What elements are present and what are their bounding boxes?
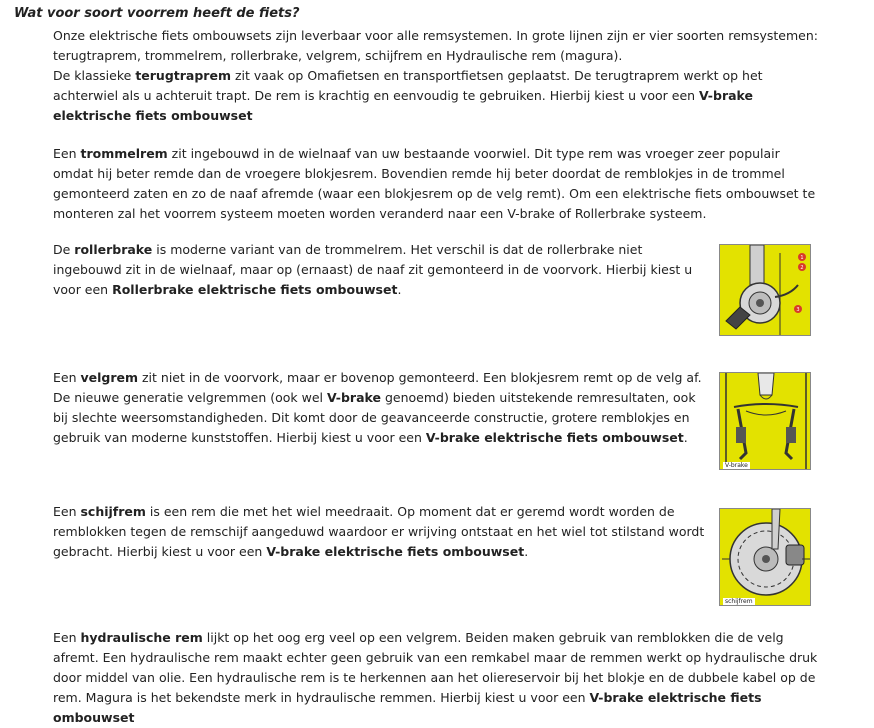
schijf-text: . xyxy=(524,544,529,559)
schijfrem-caption: schijfrem xyxy=(725,598,753,605)
schijfrem-image xyxy=(719,508,811,606)
velg-text: zit niet in de voorvork, maar er bovenop gemonteerd. Een blokjesrem remt op de velg af. De nieuwe generatie velgremmen (ook wel xyxy=(53,370,702,405)
vbrake-image xyxy=(719,372,811,470)
intro-paragraph xyxy=(53,26,819,126)
hydro-text: lijkt op het oog erg veel op een velgrem. Beiden maken gebruik van remblokken die de velg afremt. Een hydraulische rem maakt echter geen gebruik van een remkabel maar de remmen werkt op hydraulische druk door middel van olie. Een hydraulische rem is te herkennen aan het oliereservoir bij het blokje en de dubbele kabel op de rem. Magura is het bekendste merk in hydraulische remmen. Hierbij kiest u voor een xyxy=(53,630,818,705)
trommelrem-paragraph xyxy=(53,144,819,224)
trommel-text: Een xyxy=(53,146,81,161)
vbrake-caption: V-brake xyxy=(725,462,748,469)
intro-line1: Onze elektrische fiets ombouwsets zijn leverbaar voor alle remsystemen. In grote lijnen zijn er vier soorten remsystemen: xyxy=(53,28,818,43)
marker-label-2: 2 xyxy=(800,265,804,271)
vbrake-illustration xyxy=(720,373,811,470)
schijf-text: is een rem die met het wiel meedraait. Op moment dat er geremd wordt worden de remblokken tegen de remschijf aangeduwd waardoor er wrijving ontstaat en het wiel tot stilstand wordt gebracht. Hierbij kiest u voor een xyxy=(53,504,705,559)
term-vbrake: V-brake xyxy=(327,390,381,405)
velgrem-paragraph xyxy=(53,368,713,448)
marker-label-1: 1 xyxy=(800,255,804,261)
velg-text: genoemd) bieden uitstekende remresultaten, ook bij slechte weersomstandigheden. Dit komt door de geavanceerde constructie, grotere remblokjes en gebruik van moderne kunststoffen. Hierbij kiest u voor een xyxy=(53,390,696,445)
link-vbrake-ombouwset[interactable]: V-brake elektrische fiets ombouwset xyxy=(425,430,684,445)
link-rollerbrake-ombouwset[interactable]: Rollerbrake elektrische fiets ombouwset xyxy=(112,282,398,297)
marker-label-3: 3 xyxy=(796,307,800,313)
term-terugtraprem: terugtraprem xyxy=(135,68,231,83)
schijf-text: Een xyxy=(53,504,81,519)
rollerbrake-image xyxy=(719,244,811,336)
hydro-text: Een xyxy=(53,630,81,645)
velg-text: Een xyxy=(53,370,81,385)
roller-text: . xyxy=(397,282,402,297)
velg-text: . xyxy=(683,430,688,445)
section-heading: Wat voor soort voorrem heeft de fiets? xyxy=(14,6,300,21)
term-rollerbrake: rollerbrake xyxy=(74,242,153,257)
intro-text: De klassieke xyxy=(53,68,136,83)
schijfrem-paragraph xyxy=(53,502,713,562)
trommel-text: zit ingebouwd in de wielnaaf van uw bestaande voorwiel. Dit type rem was vroeger zeer populair omdat hij beter remde dan de vroegere blokjesrem. Bovendien remde hij beter doordat de remblokjes in de trommel gemonteerd zaten en zo de naaf afremde (waar een blokjesrem op de velg remt). Om een elektrische fiets ombouwset te monteren zal het voorrem systeem moeten worden veranderd naar een V-brake of Rollerbrake systeem. xyxy=(53,146,816,221)
roller-text: is moderne variant van de trommelrem. Het verschil is dat de rollerbrake niet ingebouwd zit in de wielnaaf, maar op (ernaast) de naaf zit gemonteerd in de voorvork. Hierbij kiest u voor een xyxy=(53,242,693,297)
link-vbrake-ombouwset[interactable]: V-brake elektrische fiets ombouwset xyxy=(53,88,754,123)
intro-text: zit vaak op Omafietsen en transportfietsen geplaatst. De terugtraprem werkt op het achterwiel als u achteruit trapt. De rem is krachtig en eenvoudig te gebruiken. Hierbij kiest u voor een xyxy=(53,68,763,103)
term-schijfrem: schijfrem xyxy=(80,504,146,519)
intro-line2: terugtraprem, trommelrem, rollerbrake, velgrem, schijfrem en Hydraulische rem (magura). xyxy=(53,48,623,63)
term-hydraulische-rem: hydraulische rem xyxy=(80,630,203,645)
term-trommelrem: trommelrem xyxy=(80,146,168,161)
link-vbrake-ombouwset[interactable]: V-brake elektrische fiets ombouwset xyxy=(53,690,762,725)
rollerbrake-illustration xyxy=(720,245,811,336)
roller-text: De xyxy=(53,242,75,257)
schijfrem-illustration xyxy=(720,509,811,606)
term-velgrem: velgrem xyxy=(80,370,139,385)
rollerbrake-paragraph xyxy=(53,240,713,300)
link-vbrake-ombouwset[interactable]: V-brake elektrische fiets ombouwset xyxy=(266,544,525,559)
hydraulische-paragraph xyxy=(53,628,819,728)
